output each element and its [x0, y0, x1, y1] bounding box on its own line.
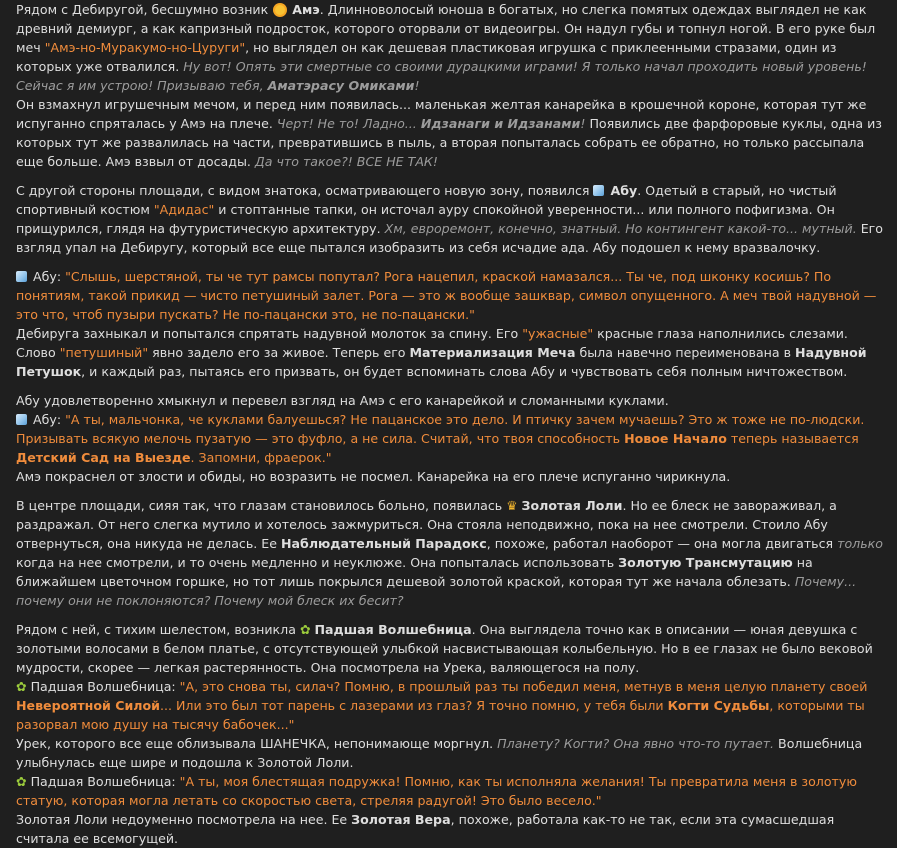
ice-cube-icon [16, 271, 27, 282]
speaker-label: Абу: [29, 269, 66, 284]
text: , похоже, работал наоборот — она могла двигаться [486, 536, 838, 551]
speech: , которыми ты разорвал мою душу на тысячу бабочек..." [16, 698, 865, 732]
text: Урек, которого все еще облизывала ШАНЕЧКА, непонимающе моргнул. [16, 736, 498, 751]
character-name: Падшая Волшебница [314, 622, 472, 637]
inner-thought: Черт! Не то! Ладно... [276, 116, 421, 131]
quoted-term: "петушиный" [59, 345, 149, 360]
emphasis: только [837, 536, 883, 551]
inner-thought-bold: Идзанаги и Идзанами [420, 116, 581, 131]
speech: "А ты, моя блестящая подружка! Помню, как ты исполняла желания! Ты превратила меня в золотую статую, которая могла летать со скоростью света, стреляя радугой! Это было весело." [16, 774, 857, 808]
text: Дебируга захныкал и попытался спрятать надувной молоток за спину. Его [16, 326, 523, 341]
speech: ... Или это был тот парень с лазерами из глаз? Я точно помню, у тебя были [159, 698, 668, 713]
text: Золотая Лоли недоуменно посмотрела на нее. Ее [16, 812, 352, 827]
text: . Но ее блеск не завораживал, а раздражал. От него слегка мутило и хотелось зажмуриться. Она стояла неподвижно, пока на нее смотрели. Стоило Абу отвернуться, она никуда не делась. Ее [16, 498, 837, 551]
dialogue-line [16, 677, 887, 734]
text: , похоже, работала как-то не так, если эта сумасшедшая считала ее всемогущей. [16, 812, 835, 846]
speech: "А, это снова ты, силач? Помню, в прошлый раз ты победил меня, метнув в меня целую планету своей [179, 679, 868, 694]
text: Появились две фарфоровые куклы, одна из которых тут же развалилась на части, превратившись в пыль, а вторая попыталась собрать ее обратно, но только рассыпала еще больше. Амэ взвыл от досады. [16, 116, 882, 169]
narration-paragraph [16, 181, 887, 257]
ability-name: Новое Начало [624, 431, 727, 446]
quoted-term: "Адидас" [153, 202, 215, 217]
ice-cube-icon [593, 185, 604, 196]
ability-name: Золотую Трансмутацию [618, 555, 793, 570]
text: явно задело его за живое. Теперь его [148, 345, 410, 360]
crown-icon: ♛ [506, 498, 518, 513]
inner-thought-bold: Аматэрасу Омиками [267, 78, 415, 93]
text: В центре площади, сияя так, что глазам становилось больно, появилась [16, 498, 507, 513]
inner-thought: Ну вот! Опять эти смертные со своими дурацкими играми! Я только начал проходить новый уровень! Сейчас я им устрою! Призываю тебя, [16, 59, 867, 93]
ability-name: Материализация Меча [409, 345, 576, 360]
quoted-term: "Амэ-но-Муракумо-но-Цуруги" [44, 40, 246, 55]
speech: "Слышь, шерстяной, ты че тут рамсы попутал? Рога нацепил, краской намазался... Ты че, под шконку косишь? По понятиям, такой прикид — чисто петушиный залет. Рога — это ж вообще зашквар, символ опущенного. А меч твой надувной — это что, чтоб пузыри пускать? Не по-пацански это, не по-пацански." [16, 269, 877, 322]
inner-thought: ! [580, 116, 586, 131]
speaker-label: Падшая Волшебница: [26, 774, 180, 789]
speech: теперь называется [726, 431, 859, 446]
sun-icon [275, 5, 285, 15]
ability-name: Когти Судьбы [667, 698, 770, 713]
dialogue-line [16, 267, 887, 324]
speech: . Запомни, фраерок." [190, 450, 332, 465]
narration-paragraph [16, 496, 887, 610]
character-name: Золотая Лоли [521, 498, 623, 513]
text: Рядом с ней, с тихим шелестом, возникла [16, 622, 300, 637]
quoted-term: "ужасные" [522, 326, 594, 341]
text: Абу удовлетворенно хмыкнул и перевел взгляд на Амэ с его канарейкой и сломанными куклами. [16, 393, 669, 408]
dialogue-line [16, 410, 887, 467]
inner-thought: ! [414, 78, 420, 93]
text: , и каждый раз, пытаясь его призвать, он будет вспоминать слова Абу и чувствовать себя полным ничтожеством. [81, 364, 848, 379]
sprout-icon: ✿ [16, 774, 27, 789]
speaker-label: Падшая Волшебница: [26, 679, 180, 694]
text: С другой стороны площади, с видом знатока, осматривающего новую зону, появился [16, 183, 594, 198]
text: . Длинноволосый юноша в богатых, но слегка помятых одеждах выглядел не как древний демиург, а как капризный подросток, которого оторвали от видеоигры. Он надул губы и топнул ногой. В его руке был меч [16, 2, 876, 55]
ability-name: Надувной Петушок [16, 345, 867, 379]
text: когда на нее смотрели, и то очень медленно и неуклюже. Она попыталась использовать [16, 555, 619, 570]
text: Он взмахнул игрушечным мечом, и перед ним появилась... маленькая желтая канарейка в крошечной короне, которая тут же испуганно спряталась у Амэ на плече. [16, 97, 867, 131]
text: . Она выглядела точно как в описании — юная девушка с золотыми волосами в белом платье, с отсутствующей улыбкой насвистывающая колыбельную. Но в ее глазах не было вековой мудрости, скорее — легкая растерянность. Она посмотрела на Урека, валяющегося на полу. [16, 622, 873, 675]
ability-name: Невероятной Силой [16, 698, 160, 713]
narration-paragraph [16, 324, 887, 381]
inner-thought: Хм, евроремонт, конечно, знатный. Но контингент какой-то... мутный. [384, 221, 857, 236]
character-name: Абу [610, 183, 638, 198]
narration-paragraph [16, 620, 887, 677]
dialogue-line [16, 772, 887, 810]
inner-thought: Да что такое?! ВСЕ НЕ ТАК! [254, 154, 438, 169]
ice-cube-icon [16, 414, 27, 425]
text: . Одетый в старый, но чистый спортивный костюм [16, 183, 837, 217]
narration-paragraph [16, 810, 887, 848]
text: Его взгляд упал на Дебиругу, который все еще пытался изобразить из себя исчадие ада. Абу подошел к нему вразвалочку. [16, 221, 883, 255]
ability-name: Наблюдательный Парадокс [281, 536, 487, 551]
text: и стоптанные тапки, он источал ауру спокойной уверенности... или полного пофигизма. Он прищурился, глядя на футуристическую архитектуру. [16, 202, 835, 236]
ability-name: Детский Сад на Выезде [16, 450, 191, 465]
text: Волшебница улыбнулась еще шире и подошла к Золотой Лоли. [16, 736, 863, 770]
speech: "А ты, мальчонка, че куклами балуешься? Не пацанское это дело. И птичку зачем мучаешь? Это ж тоже не по-людски. Призывать всякую мелочь пузатую — это фуфло, а не сила. Считай, что твоя способность [16, 412, 865, 446]
narration-paragraph [16, 734, 887, 772]
text: была навечно переименована в [575, 345, 796, 360]
narration-paragraph [16, 95, 887, 171]
inner-thought: Планету? Когти? Она явно что-то путает. [497, 736, 775, 751]
text: красные глаза наполнились слезами. Слово [16, 326, 848, 360]
narration-paragraph [16, 0, 887, 95]
ability-name: Золотая Вера [351, 812, 451, 827]
text: , но выглядел он как дешевая пластиковая игрушка с приклеенными стразами, один из которых уже отвалился. [16, 40, 837, 74]
text: Рядом с Дебиругой, бесшумно возник [16, 2, 273, 17]
character-name: Амэ [292, 2, 320, 17]
narration-paragraph [16, 391, 887, 410]
sprout-icon: ✿ [299, 622, 311, 637]
narration-paragraph [16, 467, 887, 486]
text: Амэ покраснел от злости и обиды, но возразить не посмел. Канарейка на его плече испуганно чирикнула. [16, 469, 731, 484]
inner-thought: Почему... почему они не поклоняются? Почему мой блеск их бесит? [16, 574, 857, 608]
speaker-label: Абу: [29, 412, 66, 427]
sprout-icon: ✿ [16, 679, 27, 694]
text: на ближайшем цветочном горшке, но тот лишь покрылся дешевой золотой краской, которая тут же начала облезать. [16, 555, 813, 589]
